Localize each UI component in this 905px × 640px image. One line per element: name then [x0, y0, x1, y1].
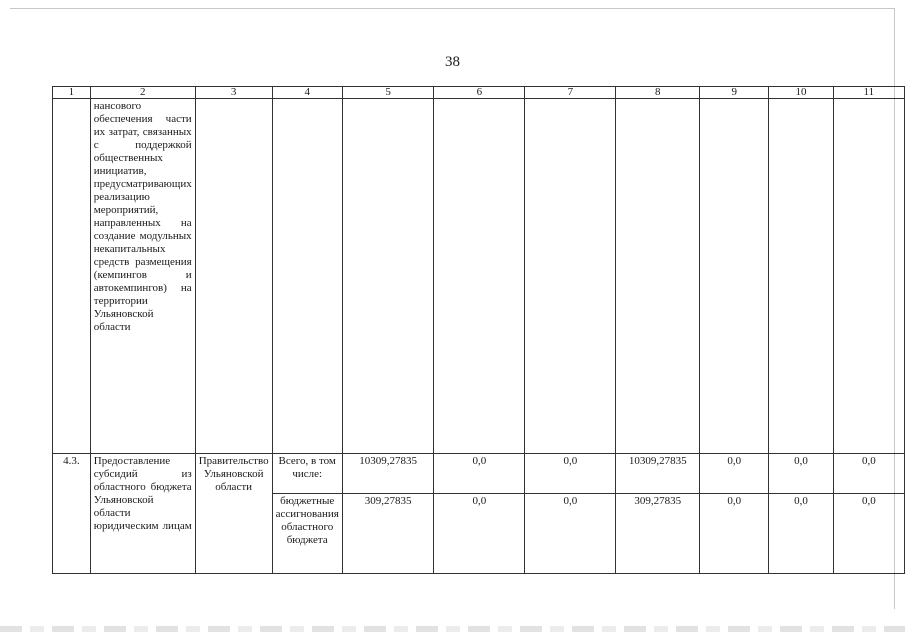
- item-description: Предоставление субсидий из областного бюджета Ульяновской области юридическим лицам: [90, 454, 195, 574]
- item-number: 4.3.: [53, 454, 91, 574]
- cell-empty: [272, 99, 342, 454]
- value-cell: 0,0: [700, 454, 769, 494]
- continuation-description: нансового обеспечения части их затрат, связанных с поддержкой общественных инициатив, предусматривающих реализацию мероприятий, направленных на создание модульных некапитальных средств размещения (кемпингов и автокемпингов) на территории Ульяновской области: [90, 99, 195, 454]
- cell-empty: [434, 99, 525, 454]
- col-header: 2: [90, 87, 195, 99]
- col-header: 5: [342, 87, 434, 99]
- cell-empty: [525, 99, 616, 454]
- value-cell: 0,0: [833, 454, 904, 494]
- value-cell: 0,0: [525, 494, 616, 574]
- value-cell: 0,0: [434, 494, 525, 574]
- value-cell: 0,0: [833, 494, 904, 574]
- continuation-row: [53, 99, 905, 454]
- page-number: 38: [445, 54, 460, 70]
- value-cell: 0,0: [769, 454, 833, 494]
- column-number-row: [53, 87, 905, 99]
- col-header: 6: [434, 87, 525, 99]
- col-header: 1: [53, 87, 91, 99]
- cell-empty: [195, 99, 272, 454]
- value-cell: 0,0: [434, 454, 525, 494]
- cell-empty: [616, 99, 700, 454]
- value-cell: 10309,27835: [342, 454, 434, 494]
- cell-empty: [833, 99, 904, 454]
- value-cell: 10309,27835: [616, 454, 700, 494]
- value-cell: 0,0: [769, 494, 833, 574]
- scan-artifact-strip: [0, 626, 905, 632]
- cell-empty: [700, 99, 769, 454]
- col-header: 3: [195, 87, 272, 99]
- col-header: 9: [700, 87, 769, 99]
- cell-empty: [342, 99, 434, 454]
- col-header: 4: [272, 87, 342, 99]
- program-table: [52, 86, 905, 574]
- item-row-total: [53, 454, 905, 494]
- cell-empty: [769, 99, 833, 454]
- funding-source-budget: бюджетные ассигнования областного бюджета: [272, 494, 342, 574]
- value-cell: 309,27835: [616, 494, 700, 574]
- col-header: 8: [616, 87, 700, 99]
- item-executor: Правительство Ульяновской области: [195, 454, 272, 574]
- value-cell: 309,27835: [342, 494, 434, 574]
- value-cell: 0,0: [525, 454, 616, 494]
- funding-source-total: Всего, в том числе:: [272, 454, 342, 494]
- col-header: 10: [769, 87, 833, 99]
- col-header: 11: [833, 87, 904, 99]
- col-header: 7: [525, 87, 616, 99]
- value-cell: 0,0: [700, 494, 769, 574]
- cell-empty: [53, 99, 91, 454]
